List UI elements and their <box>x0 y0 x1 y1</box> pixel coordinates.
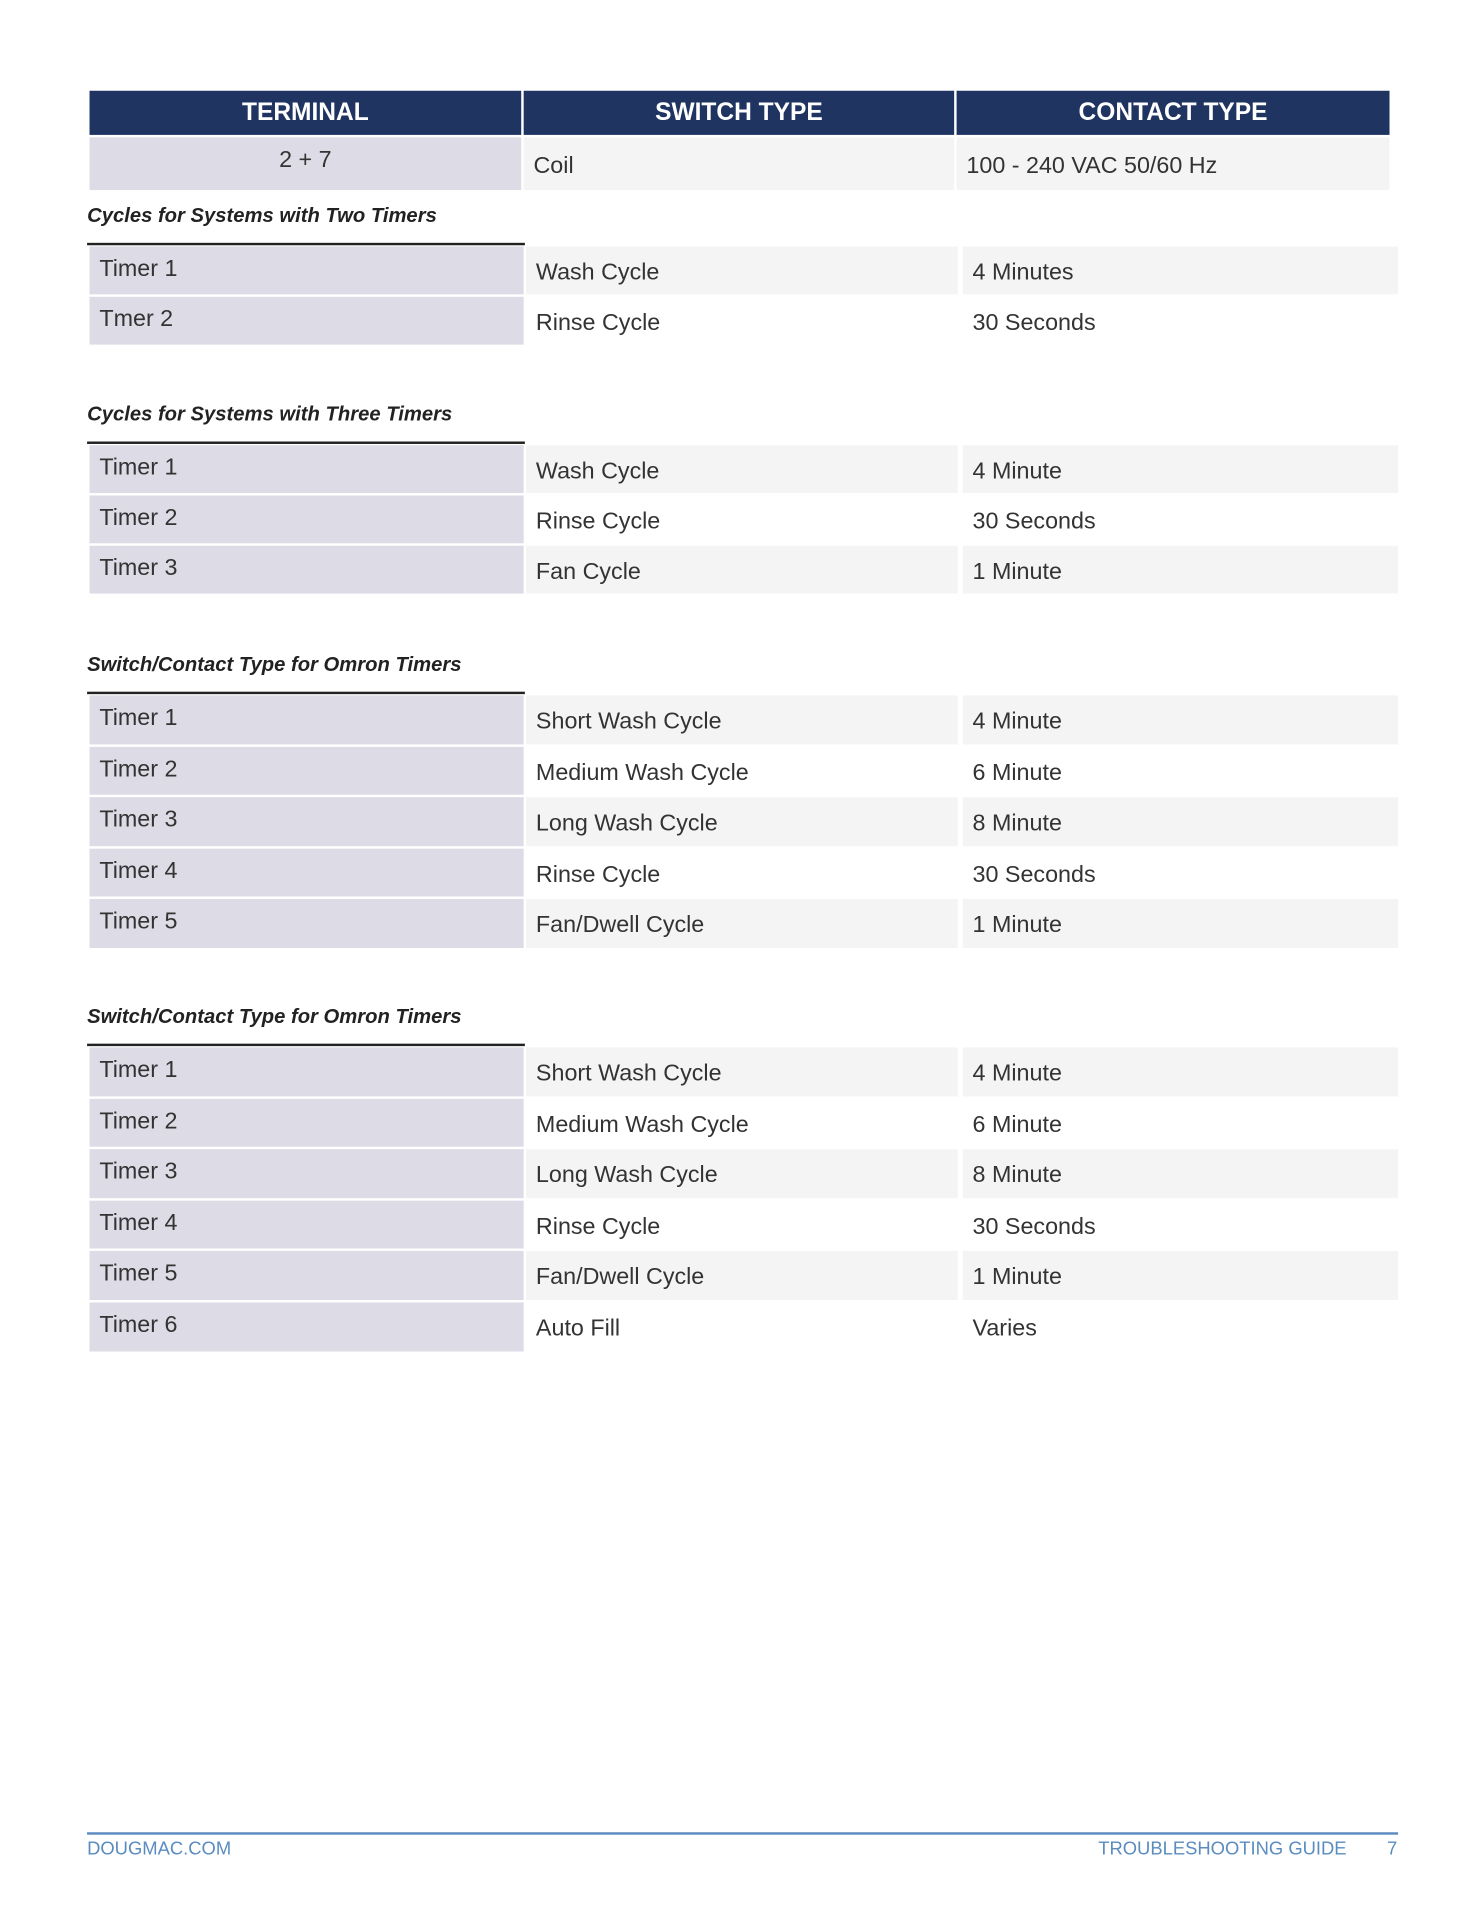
section-caption-three-timers: Cycles for Systems with Three Timers <box>87 403 453 426</box>
cycle-name-cell: Wash Cycle <box>526 445 958 493</box>
cycle-duration-cell: 4 Minute <box>963 445 1398 493</box>
cycle-name-cell: Medium Wash Cycle <box>535 759 749 786</box>
timer-name-cell: Timer 1 <box>90 695 524 744</box>
header-switch-type: SWITCH TYPE <box>524 91 954 135</box>
terminal-value: 2 + 7 <box>90 137 522 190</box>
section-caption-omron-timers-5: Switch/Contact Type for Omron Timers <box>87 653 462 676</box>
timer-name-cell: Timer 3 <box>90 1149 524 1198</box>
cycle-duration-cell: 4 Minutes <box>963 247 1398 295</box>
header-terminal: TERMINAL <box>90 91 522 135</box>
header-contact-type: CONTACT TYPE <box>957 91 1390 135</box>
cycle-name-cell: Rinse Cycle <box>535 1213 661 1240</box>
cycle-duration-cell: 6 Minute <box>972 1111 1062 1138</box>
cycle-duration-cell: 30 Seconds <box>972 310 1096 337</box>
footer-site: DOUGMAC.COM <box>87 1838 232 1860</box>
cycle-name-cell: Fan/Dwell Cycle <box>526 1251 958 1300</box>
cycle-name-cell: Wash Cycle <box>526 247 958 295</box>
cycle-duration-cell: 1 Minute <box>963 546 1398 594</box>
cycle-duration-cell: 8 Minute <box>963 1149 1398 1198</box>
timer-name-cell: Timer 2 <box>90 1098 524 1147</box>
switch-type-value: Coil <box>524 137 954 190</box>
timer-name-cell: Timer 3 <box>90 797 524 846</box>
timer-name-cell: Timer 2 <box>90 495 524 543</box>
timer-name-cell: Timer 5 <box>90 1251 524 1300</box>
cycle-duration-cell: 6 Minute <box>972 759 1062 786</box>
cycle-name-cell: Rinse Cycle <box>535 310 661 337</box>
cycle-duration-cell: 4 Minute <box>963 695 1398 744</box>
timer-name-cell: Timer 4 <box>90 848 524 897</box>
cycle-name-cell: Rinse Cycle <box>535 508 661 535</box>
cycle-name-cell: Auto Fill <box>535 1315 621 1342</box>
cycle-duration-cell: 8 Minute <box>963 797 1398 846</box>
timer-name-cell: Timer 1 <box>90 247 524 295</box>
cycle-duration-cell: Varies <box>972 1315 1037 1342</box>
section-rule <box>87 1044 525 1046</box>
cycle-name-cell: Short Wash Cycle <box>526 695 958 744</box>
cycle-duration-cell: 1 Minute <box>963 899 1398 948</box>
cycle-name-cell: Fan/Dwell Cycle <box>526 899 958 948</box>
timer-name-cell: Timer 1 <box>90 1047 524 1096</box>
section-rule <box>87 692 525 694</box>
timer-name-cell: Timer 6 <box>90 1302 524 1351</box>
timer-name-cell: Tmer 2 <box>90 297 524 345</box>
footer-title: TROUBLESHOOTING GUIDE <box>1098 1838 1347 1860</box>
cycle-duration-cell: 4 Minute <box>963 1047 1398 1096</box>
section-rule <box>87 243 525 245</box>
cycle-duration-cell: 1 Minute <box>963 1251 1398 1300</box>
cycle-name-cell: Long Wash Cycle <box>526 1149 958 1198</box>
timer-name-cell: Timer 1 <box>90 445 524 493</box>
cycle-name-cell: Short Wash Cycle <box>526 1047 958 1096</box>
contact-type-value: 100 - 240 VAC 50/60 Hz <box>957 137 1390 190</box>
footer-divider <box>87 1832 1398 1834</box>
section-caption-two-timers: Cycles for Systems with Two Timers <box>87 204 437 227</box>
section-rule <box>87 442 525 444</box>
cycle-duration-cell: 30 Seconds <box>972 508 1096 535</box>
timer-name-cell: Timer 2 <box>90 746 524 795</box>
cycle-duration-cell: 30 Seconds <box>972 1213 1096 1240</box>
timer-name-cell: Timer 4 <box>90 1200 524 1249</box>
timer-name-cell: Timer 3 <box>90 546 524 594</box>
cycle-name-cell: Fan Cycle <box>526 546 958 594</box>
cycle-name-cell: Medium Wash Cycle <box>535 1111 749 1138</box>
cycle-name-cell: Long Wash Cycle <box>526 797 958 846</box>
timer-name-cell: Timer 5 <box>90 899 524 948</box>
section-caption-omron-timers-6: Switch/Contact Type for Omron Timers <box>87 1005 462 1028</box>
cycle-duration-cell: 30 Seconds <box>972 861 1096 888</box>
cycle-name-cell: Rinse Cycle <box>535 861 661 888</box>
footer-page-number: 7 <box>1387 1838 1398 1860</box>
